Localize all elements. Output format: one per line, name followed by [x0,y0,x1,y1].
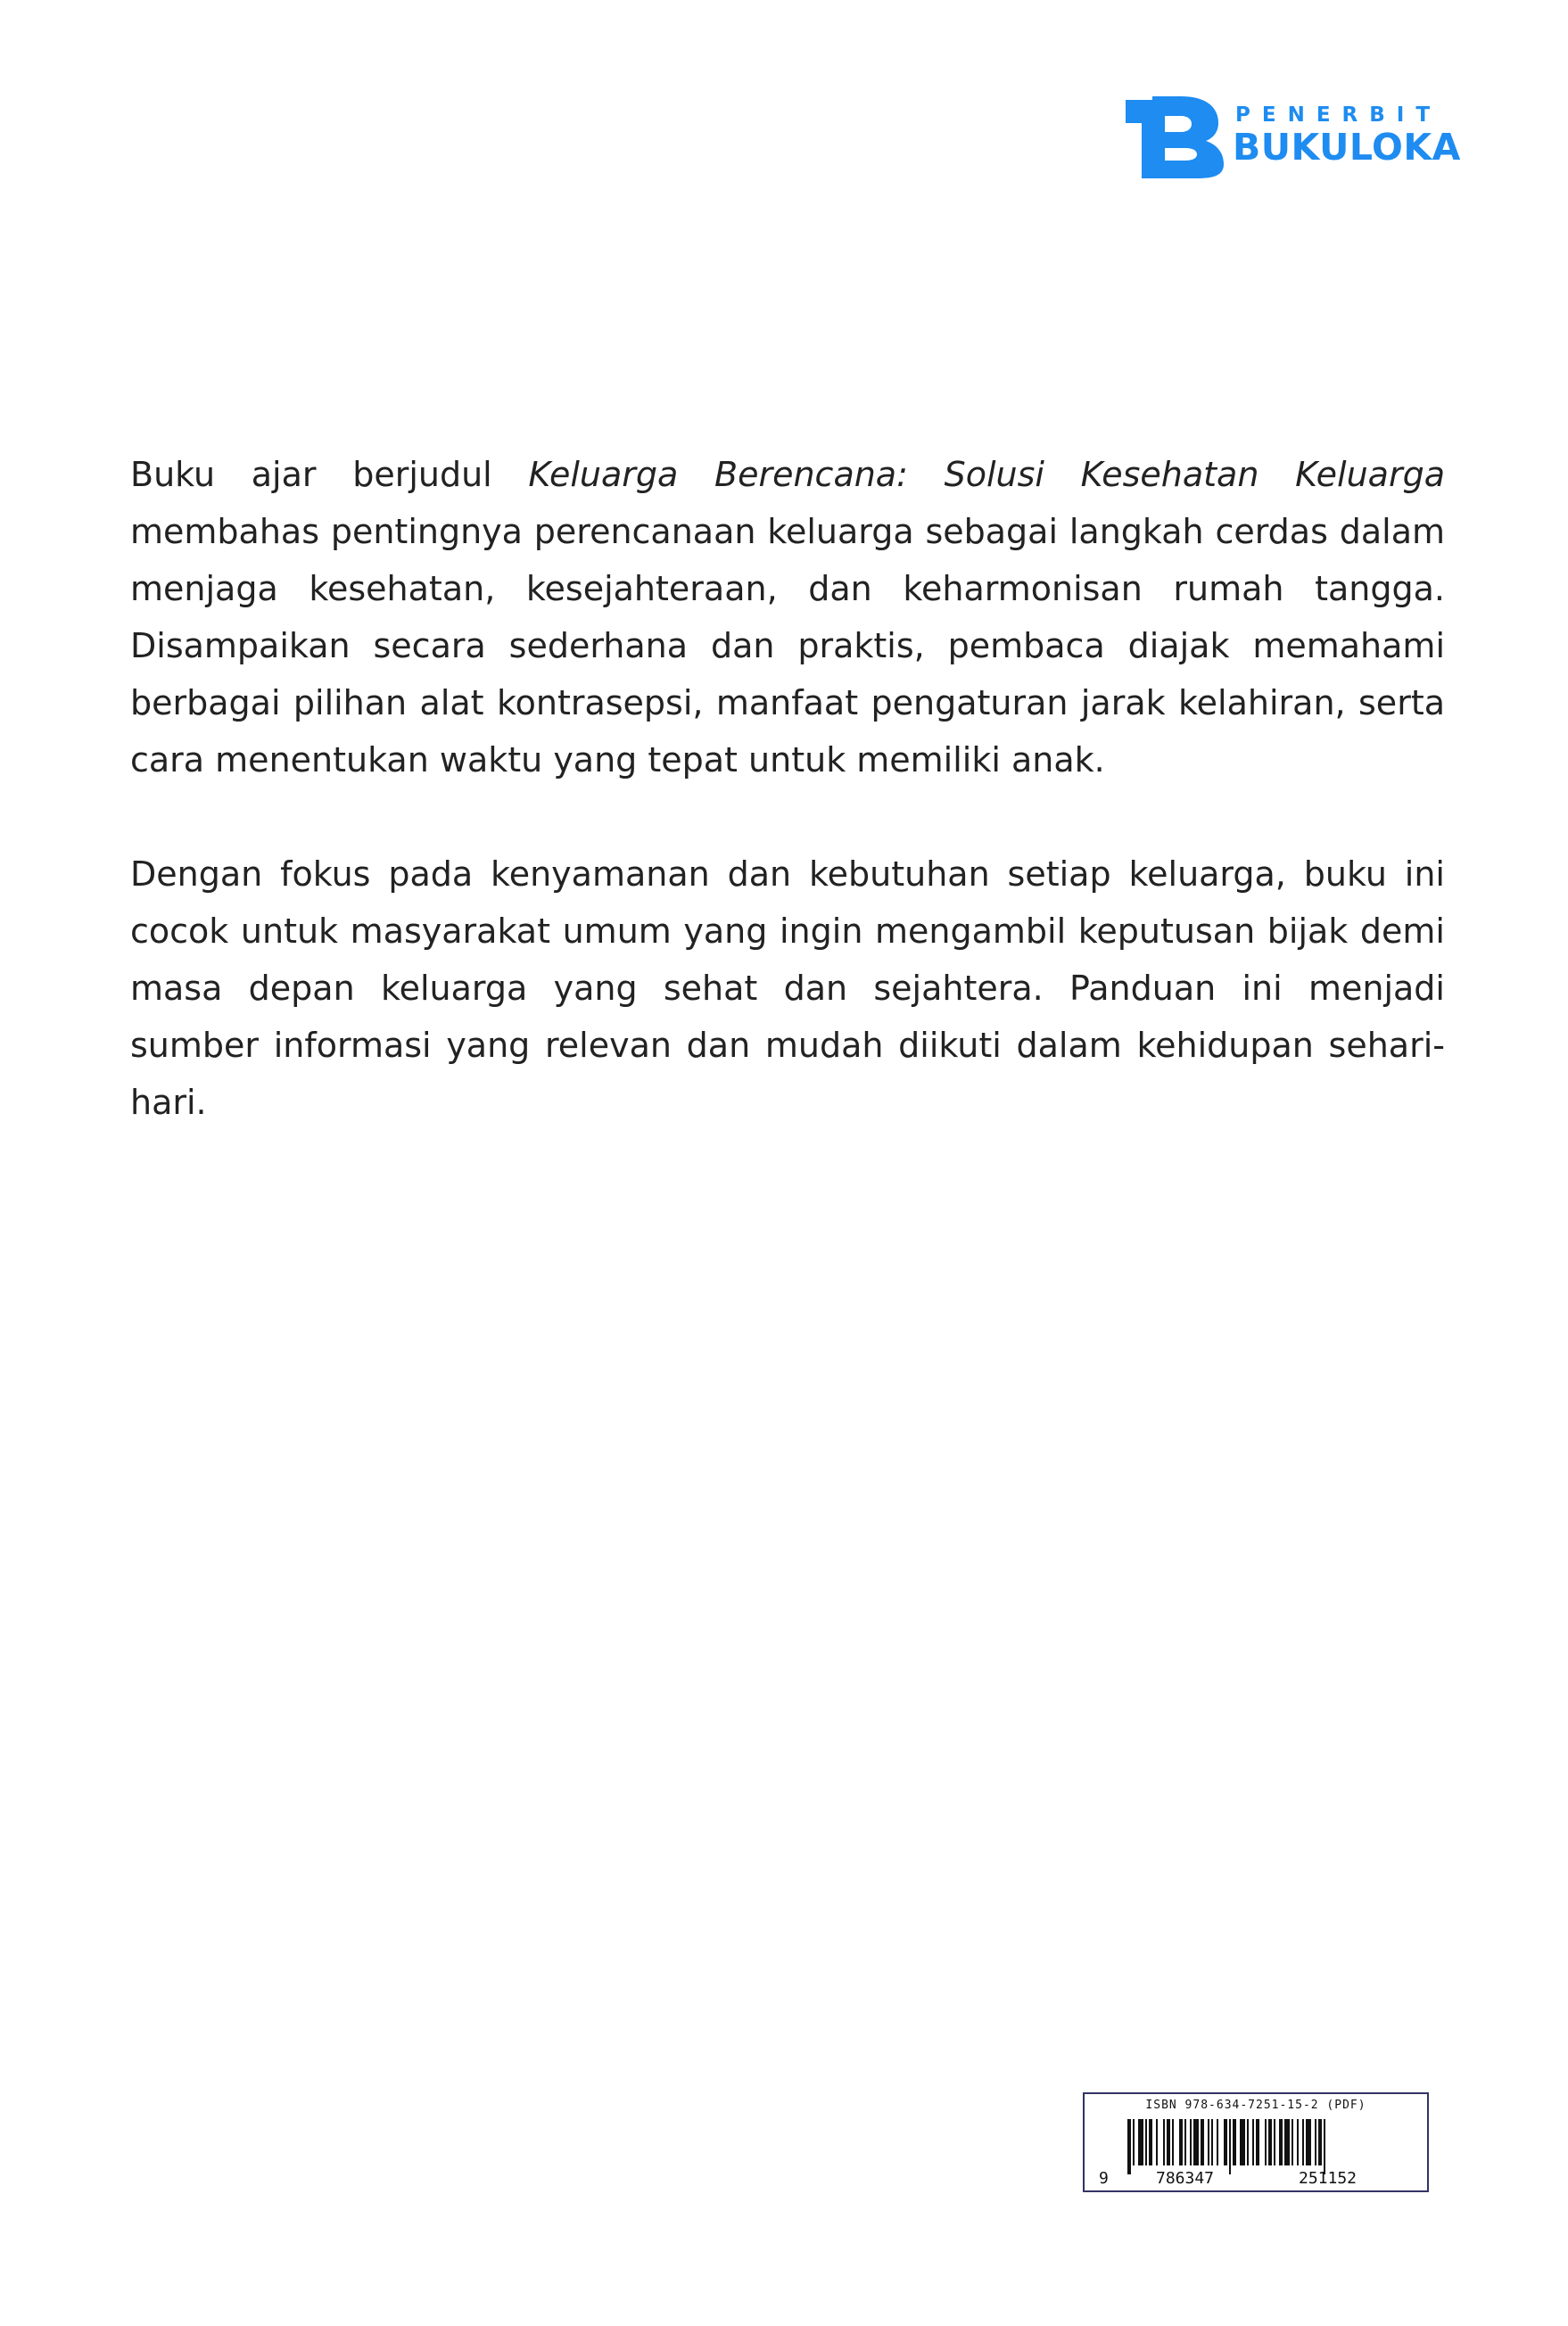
barcode-bar [1233,2119,1236,2165]
barcode-bar [1156,2119,1158,2165]
barcode-bar [1318,2119,1322,2165]
barcode-bar [1265,2119,1267,2165]
barcode-bar [1133,2119,1135,2165]
isbn-barcode [1083,2092,1429,2192]
barcode-bar [1224,2119,1227,2165]
barcode-bar [1138,2119,1143,2165]
barcode-bar [1302,2119,1304,2165]
blurb-paragraph-1 [130,446,1445,788]
barcode-bar [1211,2119,1213,2165]
barcode-bar [1240,2119,1245,2165]
barcode-bar [1167,2119,1170,2165]
isbn-label: ISBN 978-634-7251-15-2 (PDF) [1145,2099,1366,2112]
barcode-bar [1193,2119,1199,2165]
blurb-p1-intro: Buku ajar berjudul [130,455,529,494]
blurb-paragraph-2: Dengan fokus pada kenyamanan dan kebutuhan setiap keluarga, buku ini cocok untuk masyarakat umum yang ingin mengambil keputusan bijak demi masa depan keluarga yang sehat dan sejahtera. Panduan ini menjadi sumber informasi yang relevan dan mudah diikuti dalam kehidupan sehari-hari. [130,854,1445,1122]
barcode-bar [1229,2119,1231,2174]
barcode-bar [1208,2119,1209,2165]
barcode-lead-digit: 9 [1099,2169,1109,2188]
blurb-p1-body: membahas pentingnya perencanaan keluarga sebagai langkah cerdas dalam menjaga kesehatan, kesejahteraan, dan keharmonisan rumah tangga. Disampaikan secara sederhana dan praktis, pembaca diajak memahami berbagai pilihan alat kontrasepsi, manfaat pengaturan jarak kelahiran, serta cara menentukan waktu yang tepat untuk memiliki anak. [130,512,1445,779]
barcode-bar [1149,2119,1152,2165]
barcode-bar [1163,2119,1165,2165]
barcode-bars [1127,2119,1388,2174]
publisher-logo [1126,96,1461,178]
barcode-bar [1201,2119,1204,2165]
barcode-bar [1217,2119,1218,2165]
barcode-bar [1268,2119,1272,2165]
barcode-bar [1190,2119,1192,2165]
book-title: Keluarga Berencana: Solusi Kesehatan Keluarga [528,455,1445,494]
barcode-bar [1324,2119,1325,2174]
barcode-bar [1145,2119,1147,2165]
book-blurb [130,446,1445,1131]
barcode-bar [1297,2119,1299,2165]
barcode-bar [1252,2119,1254,2165]
barcode-left-digits: 786347 [1156,2169,1215,2188]
barcode-bar [1256,2119,1259,2165]
barcode-bar [1127,2119,1131,2174]
barcode-bar [1279,2119,1283,2165]
bukuloka-b-icon [1126,96,1226,178]
barcode-bar [1315,2119,1316,2165]
barcode-bar [1306,2119,1311,2165]
barcode-right-digits: 251152 [1299,2169,1358,2188]
barcode-bar [1247,2119,1249,2165]
logo-bukuloka-text: BUKULOKA [1233,126,1461,169]
barcode-bar [1179,2119,1183,2165]
logo-penerbit-text: PENERBIT [1235,103,1442,127]
barcode-bar [1284,2119,1290,2165]
barcode-bar [1274,2119,1275,2165]
barcode-bar [1184,2119,1186,2165]
barcode-bar [1292,2119,1293,2165]
barcode-bar [1172,2119,1174,2165]
